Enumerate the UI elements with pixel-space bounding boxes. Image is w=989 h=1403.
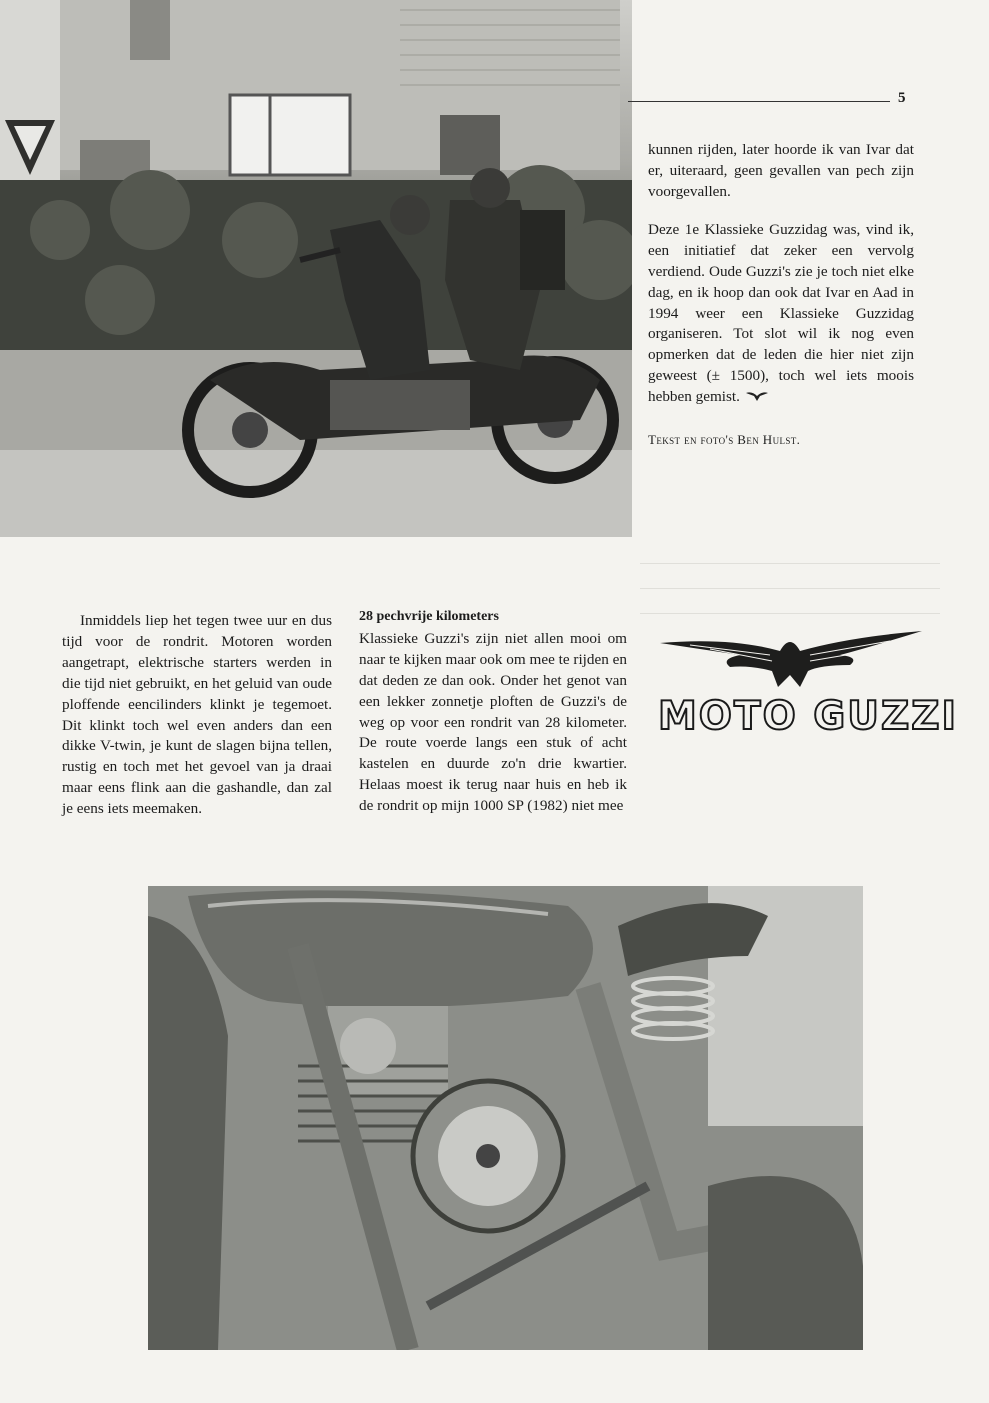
logo-wordmark: MOTO GUZZI: [658, 694, 959, 739]
riders-photo: [0, 0, 632, 537]
header-rule: [628, 101, 890, 102]
photo-credit: Tekst en foto's Ben Hulst.: [648, 431, 801, 447]
section-heading: 28 pechvrije kilometers: [359, 609, 499, 624]
article-column-left: Inmiddels liep het tegen twee uur en dus tijd voor de rondrit. Motoren worden aangetrapt, elektrische starters werden in die tijd niet gebruikt, en het geluid van oude ploffende eencilinders klinkt je tegemoet. Dit klinkt toch wel even anders dan een dikke V-twin, je kunt de slagen bijna tellen, rustig en toch met het gevoel van ja draai maar eens flink aan die gashandle, dan zal je eens iets meemaken.: [62, 612, 332, 818]
paragraph-conclusion: Deze 1e Klassieke Guzzidag was, vind ik, een initiatief dat zeker een vervolg verdiend. Oude Guzzi's zie je toch niet elke dag, en ik hoop dan ook dat Ivar en Aad in 1994 weer een Klassieke Guzzidag organiseren. Tot slot wil ik nog even opmerken dat de leden die hier niet zijn geweest (± 1500), toch wel iets moois hebben gemist.: [648, 220, 914, 407]
page-number: 5: [898, 90, 906, 106]
paragraph-continuation: kunnen rijden, later hoorde ik van Ivar dat er, uiteraard, geen gevallen van pech zijn voorgevallen.: [648, 141, 914, 200]
article-end-column: [648, 140, 914, 450]
eagle-end-mark-icon: [746, 387, 768, 408]
section-body: Klassieke Guzzi's zijn niet allen mooi om naar te kijken maar ook om mee te rijden en dat deden ze dan ook. Onder het genot van een lekker zonnetje ploften de Guzzi's de weg op voor een rondrit van 28 kilometer. De route voerde langs een stuk of acht kastelen en duurde zo'n drie kwartier. Helaas moest ik terug naar huis en heb ik de rondrit op mijn 1000 SP (1982) niet mee: [359, 629, 627, 815]
article-column-middle: [359, 607, 627, 817]
eagle-icon: [650, 625, 930, 695]
engine-photo: [148, 886, 863, 1350]
